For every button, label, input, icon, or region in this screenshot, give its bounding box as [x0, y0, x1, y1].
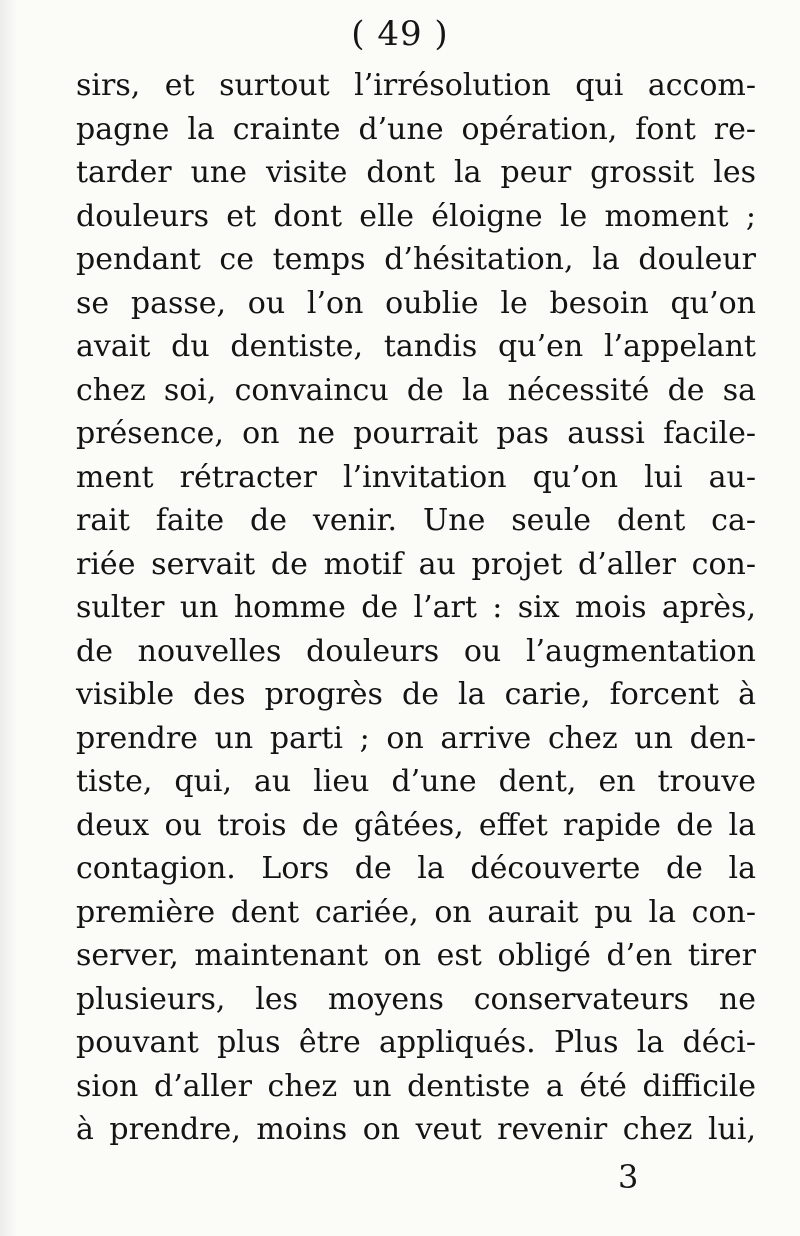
signature-mark: 3	[618, 1158, 639, 1196]
text-line: ment rétracter l’invitation qu’on lui au-	[76, 459, 756, 495]
text-line: pouvant plus être appliqués. Plus la déci-	[76, 1025, 756, 1060]
text-line: tarder une visite dont la peur grossit les	[76, 155, 756, 190]
text-line: sion d’aller chez un dentiste a été difficile	[76, 1068, 756, 1104]
text-line: server, maintenant on est obligé d’en tirer	[76, 938, 756, 973]
text-line: sirs, et surtout l’irrésolution qui accom-	[76, 68, 756, 103]
text-line: tiste, qui, au lieu d’une dent, en trouve	[76, 764, 756, 799]
text-line: se passe, ou l’on oublie le besoin qu’on	[76, 285, 756, 321]
text-line: avait du dentiste, tandis qu’en l’appelant	[76, 329, 756, 364]
page-text-body	[76, 64, 756, 1152]
text-line: chez soi, convaincu de la nécessité de sa	[76, 372, 756, 408]
page-number-header: ( 49 )	[351, 14, 449, 54]
text-line: de nouvelles douleurs ou l’augmentation	[76, 633, 756, 669]
text-line: rait faite de venir. Une seule dent ca-	[76, 503, 756, 538]
text-line: douleurs et dont elle éloigne le moment ;	[76, 198, 756, 234]
text-line: pendant ce temps d’hésitation, la douleur	[76, 242, 756, 277]
text-line: présence, on ne pourrait pas aussi facile-	[76, 416, 756, 451]
page-edge-shadow	[0, 0, 18, 1236]
text-line: deux ou trois de gâtées, effet rapide de la	[76, 807, 756, 843]
text-line: à prendre, moins on veut revenir chez lui,	[76, 1112, 756, 1147]
text-line: contagion. Lors de la découverte de la	[76, 851, 756, 886]
text-line: plusieurs, les moyens conservateurs ne	[76, 981, 756, 1017]
text-line: riée servait de motif au projet d’aller con-	[76, 546, 756, 582]
text-line: pagne la crainte d’une opération, font re-	[76, 111, 756, 147]
text-line: visible des progrès de la carie, forcent à	[76, 677, 756, 712]
text-line: première dent cariée, on aurait pu la con-	[76, 894, 756, 930]
text-line: sulter un homme de l’art : six mois après,	[76, 590, 756, 625]
text-line: prendre un parti ; on arrive chez un den-	[76, 720, 756, 756]
